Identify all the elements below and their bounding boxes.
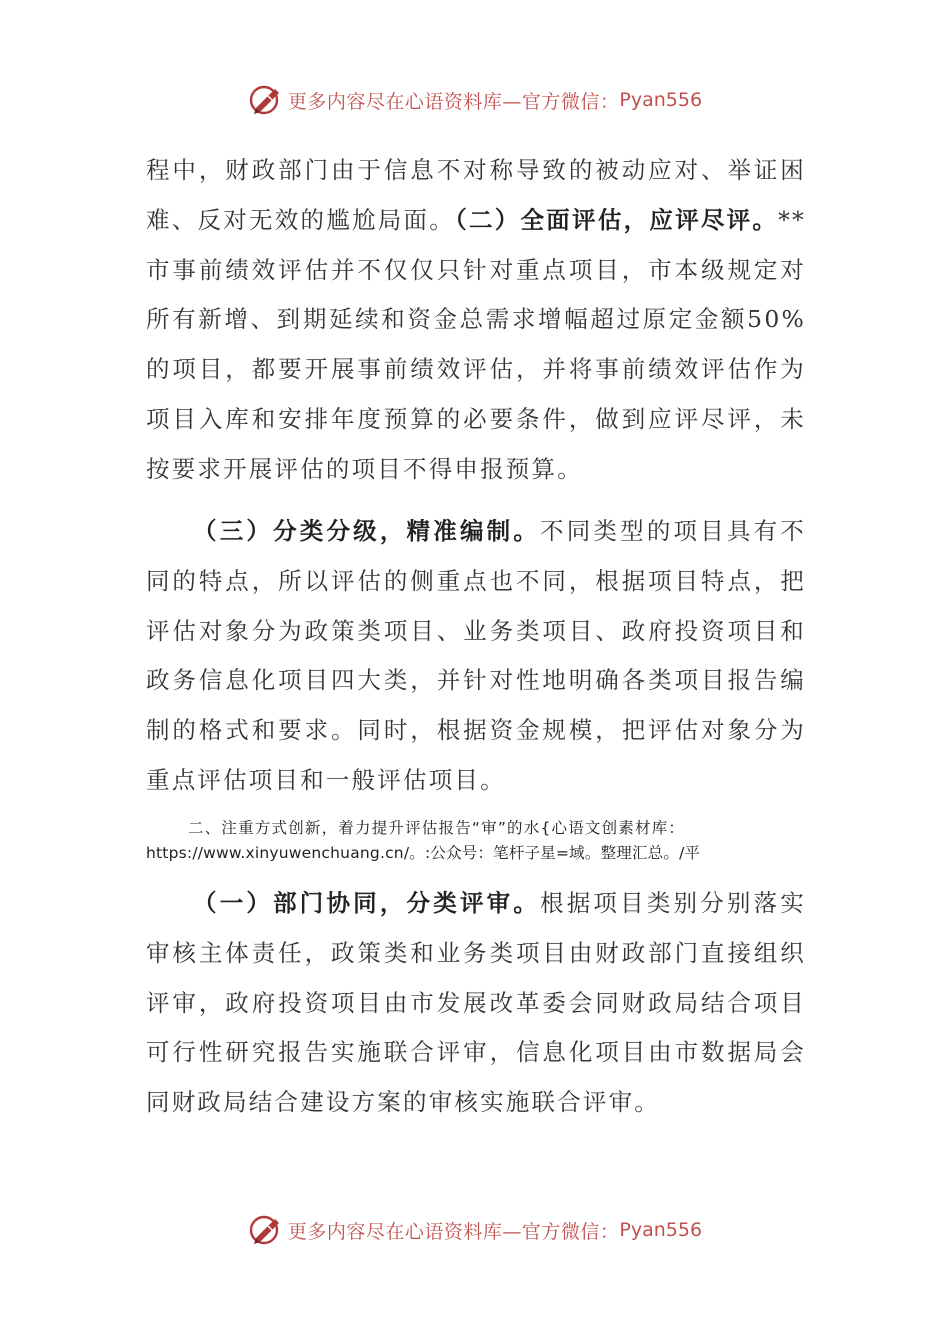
heading-classification: （三）分类分级，精准编制。 xyxy=(193,517,541,545)
note-line-1: 二、注重方式创新，着力提升评估报告“审”的水{心语文创素材库： xyxy=(188,819,686,837)
banner-wechat-id: Pyan556 xyxy=(619,89,703,111)
section-block-3 xyxy=(146,879,806,1128)
paragraph-2 xyxy=(146,507,806,806)
paragraph-1-text-b: **市事前绩效评估并不仅仅只针对重点项目，市本级规定对所有新增、到期延续和资金总需求增幅超过原定金额50%的项目，都要开展事前绩效评估，并将事前绩效评估作为项目入库和安排年度预算的必要条件，做到应评尽评，未按要求开展评估的项目不得申报预算。 xyxy=(146,205,806,483)
paragraph-1-text-a: 程中，财政部门由于信息不对称导致的被动应对、举证困难、反对无效的尴尬局面。 xyxy=(146,156,806,234)
section-block-1 xyxy=(146,146,806,495)
paragraph-2-text: 不同类型的项目具有不同的特点，所以评估的侧重点也不同，根据项目特点，把评估对象分为政策类项目、业务类项目、政府投资项目和政务信息化项目四大类，并针对性地明确各类项目报告编制的格式和要求。同时，根据资金规模，把评估对象分为重点评估项目和一般评估项目。 xyxy=(146,517,807,794)
banner-text: 更多内容尽在心语资料库—官方微信： xyxy=(287,90,620,113)
note-text xyxy=(146,816,846,866)
header-banner xyxy=(0,80,950,120)
paragraph-1 xyxy=(146,146,806,495)
pen-logo-icon xyxy=(248,82,284,118)
footer-banner-text: 更多内容尽在心语资料库—官方微信： xyxy=(287,1220,620,1243)
heading-department-collaboration: （一）部门协同，分类评审。 xyxy=(193,889,541,917)
footer-banner-wechat-id: Pyan556 xyxy=(619,1219,703,1241)
footer-banner xyxy=(0,1210,950,1250)
note-block xyxy=(146,816,846,866)
footer-banner-inner xyxy=(248,1212,702,1248)
banner-inner xyxy=(248,82,702,118)
heading-comprehensive-evaluation: （二）全面评估，应评尽评。 xyxy=(455,205,779,234)
paragraph-3 xyxy=(146,879,806,1128)
note-line-2: https://www.xinyuwenchuang.cn/。:公众号：笔杆子星=域。整理汇总。/平 xyxy=(146,844,701,862)
pen-logo-icon xyxy=(248,1212,284,1248)
section-block-2 xyxy=(146,507,806,806)
paragraph-3-text: 根据项目类别分别落实审核主体责任，政策类和业务类项目由财政部门直接组织评审，政府投资项目由市发展改革委会同财政局结合项目可行性研究报告实施联合评审，信息化项目由市数据局会同财政局结合建设方案的审核实施联合评审。 xyxy=(146,889,807,1117)
